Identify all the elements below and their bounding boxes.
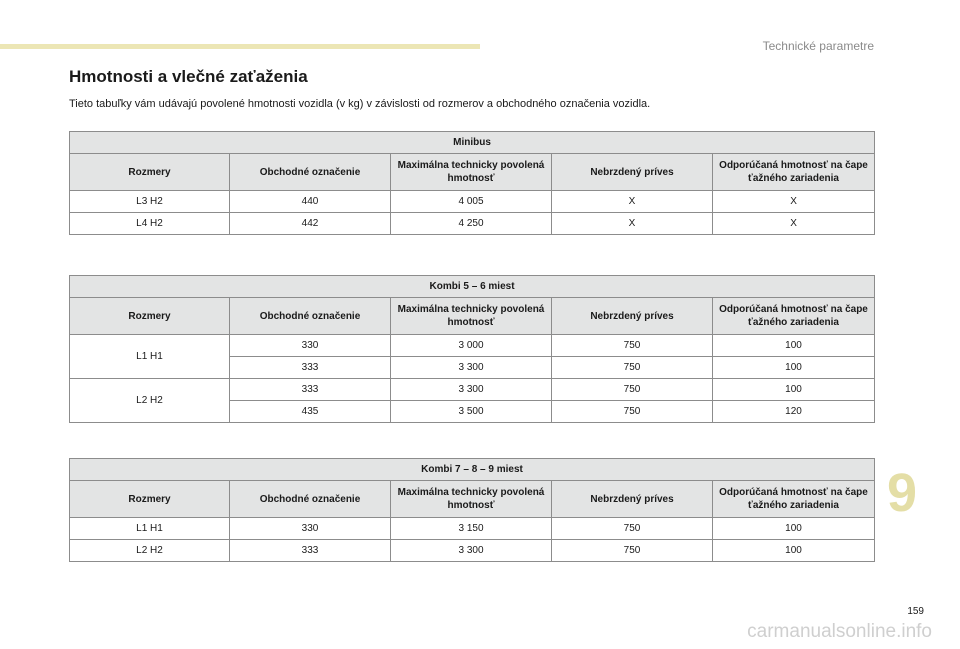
kombi-5-6-table (69, 275, 875, 423)
table-cell: 750 (552, 401, 713, 423)
table-cell: 100 (713, 540, 875, 562)
table-cell: L2 H2 (70, 540, 230, 562)
table-row (70, 213, 875, 235)
header-accent-bar (0, 44, 480, 49)
table-cell: 100 (713, 335, 875, 357)
column-header: Nebrzdený príves (552, 154, 713, 191)
table-caption: Kombi 5 – 6 miest (70, 276, 875, 298)
table-cell: L3 H2 (70, 191, 230, 213)
table-cell: 120 (713, 401, 875, 423)
intro-text: Tieto tabuľky vám udávajú povolené hmotnosti vozidla (v kg) v závislosti od rozmerov a obchodného označenia vozidla. (69, 98, 651, 110)
table-cell: 442 (230, 213, 391, 235)
column-header: Rozmery (70, 298, 230, 335)
column-header: Odporúčaná hmotnosť na čape ťažného zariadenia (713, 298, 875, 335)
minibus-table (69, 131, 875, 235)
table-cell: 4 250 (391, 213, 552, 235)
table-cell: 750 (552, 518, 713, 540)
table-cell: 333 (230, 379, 391, 401)
column-header: Maximálna technicky povolená hmotnosť (391, 154, 552, 191)
table-cell: X (552, 191, 713, 213)
table-row (70, 335, 875, 357)
table-cell: X (713, 191, 875, 213)
table-row (70, 540, 875, 562)
table-cell: 750 (552, 540, 713, 562)
column-header: Odporúčaná hmotnosť na čape ťažného zariadenia (713, 481, 875, 518)
table-header-row (70, 481, 875, 518)
column-header: Maximálna technicky povolená hmotnosť (391, 481, 552, 518)
column-header: Nebrzdený príves (552, 481, 713, 518)
table-group-cell: L2 H2 (70, 379, 230, 423)
section-label: Technické parametre (762, 39, 874, 53)
table-cell: X (713, 213, 875, 235)
table-row (70, 518, 875, 540)
page-number: 159 (907, 606, 924, 617)
table-cell: 3 300 (391, 540, 552, 562)
column-header: Rozmery (70, 154, 230, 191)
table-cell: 3 500 (391, 401, 552, 423)
table-cell: 750 (552, 335, 713, 357)
column-header: Odporúčaná hmotnosť na čape ťažného zariadenia (713, 154, 875, 191)
table-cell: 330 (230, 518, 391, 540)
table-cell: 333 (230, 357, 391, 379)
column-header: Rozmery (70, 481, 230, 518)
column-header: Nebrzdený príves (552, 298, 713, 335)
table-row (70, 379, 875, 401)
chapter-number: 9 (887, 463, 918, 523)
table-cell: 100 (713, 357, 875, 379)
watermark: carmanualsonline.info (747, 621, 932, 642)
table-cell: 100 (713, 518, 875, 540)
table-cell: 750 (552, 357, 713, 379)
table-cell: X (552, 213, 713, 235)
table-header-row (70, 298, 875, 335)
table-cell: 330 (230, 335, 391, 357)
column-header: Obchodné označenie (230, 481, 391, 518)
table-cell: 4 005 (391, 191, 552, 213)
table-row (70, 191, 875, 213)
table-cell: 333 (230, 540, 391, 562)
page-title: Hmotnosti a vlečné zaťaženia (69, 67, 308, 86)
table-cell: 3 000 (391, 335, 552, 357)
table-header-row (70, 154, 875, 191)
table-caption: Minibus (70, 132, 875, 154)
table-cell: L4 H2 (70, 213, 230, 235)
table-cell: 3 300 (391, 357, 552, 379)
table-cell: 100 (713, 379, 875, 401)
column-header: Maximálna technicky povolená hmotnosť (391, 298, 552, 335)
table-cell: 3 150 (391, 518, 552, 540)
table-cell: L1 H1 (70, 518, 230, 540)
column-header: Obchodné označenie (230, 154, 391, 191)
table-cell: 3 300 (391, 379, 552, 401)
table-cell: 440 (230, 191, 391, 213)
table-cell: 750 (552, 379, 713, 401)
column-header: Obchodné označenie (230, 298, 391, 335)
table-caption: Kombi 7 – 8 – 9 miest (70, 459, 875, 481)
table-group-cell: L1 H1 (70, 335, 230, 379)
table-cell: 435 (230, 401, 391, 423)
kombi-7-8-9-table (69, 458, 875, 562)
